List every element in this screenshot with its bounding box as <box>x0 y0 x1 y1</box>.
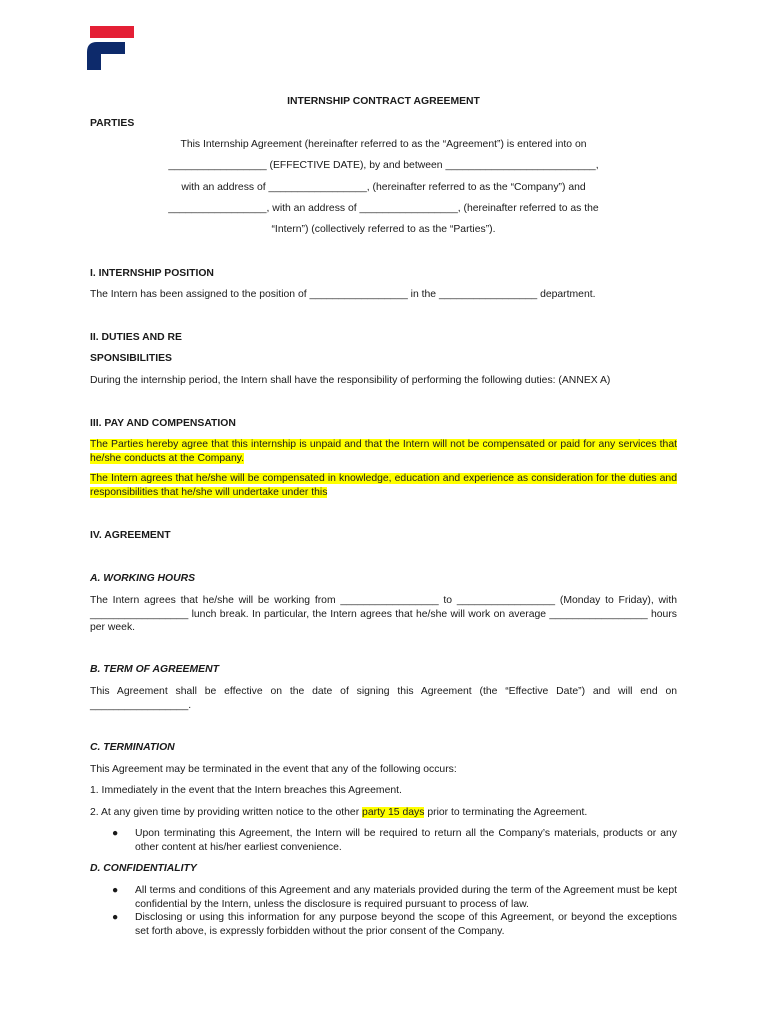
bullet-icon: ● <box>112 912 119 924</box>
highlighted-text: The Parties hereby agree that this internship is unpaid and that the Intern will not be compensated or paid for any services that he/she conducts at the Company. <box>90 439 677 464</box>
highlighted-text: party 15 days <box>362 807 425 818</box>
section-text: This Agreement may be terminated in the event that any of the following occurs: <box>90 764 457 775</box>
highlighted-paragraph <box>90 472 677 499</box>
bullet-text: All terms and conditions of this Agreement and any materials provided during the term of the Agreement must be kept confidential by the Intern, unless the disclosure is required pursuant to process of law. <box>135 885 677 910</box>
parties-line: _________________ (EFFECTIVE DATE), by and between __________________________, <box>168 160 599 171</box>
section-text: This Agreement shall be effective on the date of signing this Agreement (the “Effective Date”) and will end on _________________. <box>90 686 677 711</box>
section-text: During the internship period, the Intern shall have the responsibility of performing the following duties: (ANNEX A) <box>90 375 611 386</box>
section-heading: IV. AGREEMENT <box>90 530 171 541</box>
logo-red-stroke <box>90 26 134 38</box>
bullet-item <box>90 911 677 938</box>
document-title: INTERNSHIP CONTRACT AGREEMENT <box>287 96 480 107</box>
bullet-list <box>90 827 677 854</box>
parties-line: This Internship Agreement (hereinafter referred to as the “Agreement”) is entered into on <box>180 139 587 150</box>
bullet-text: Upon terminating this Agreement, the Intern will be required to return all the Company’s materials, products or any other content at his/her earliest convenience. <box>135 828 677 853</box>
subsection-heading: A. WORKING HOURS <box>90 573 196 584</box>
list-item <box>90 806 677 820</box>
parties-line: _________________, with an address of _________________, (hereinafter referred to as the <box>168 203 599 214</box>
bullet-icon: ● <box>112 828 119 839</box>
section-heading: I. INTERNSHIP POSITION <box>90 268 214 279</box>
section-heading: III. PAY AND COMPENSATION <box>90 418 236 429</box>
section-heading: SPONSIBILITIES <box>90 353 172 364</box>
logo-navy-stroke <box>87 42 125 70</box>
parties-line: with an address of _________________, (hereinafter referred to as the “Company”) and <box>181 182 586 193</box>
bullet-item <box>90 884 677 911</box>
subsection-heading: D. CONFIDENTIALITY <box>90 863 197 874</box>
parties-line: “Intern”) (collectively referred to as the “Parties”). <box>271 224 496 235</box>
subsection-heading: C. TERMINATION <box>90 742 175 753</box>
bullet-text: Disclosing or using this information for any purpose beyond the scope of this Agreement, or beyond the exceptions set forth above, is expressly forbidden without the prior consent of the Company. <box>135 912 677 937</box>
bullet-icon: ● <box>112 885 119 896</box>
highlighted-text: The Intern agrees that he/she will be compensated in knowledge, education and experience as consideration for the duties and responsibilities that he/she will undertake under this <box>90 473 677 498</box>
list-item: 1. Immediately in the event that the Intern breaches this Agreement. <box>90 785 402 796</box>
bullet-list <box>90 884 677 938</box>
list-item-text: 2. At any given time by providing written notice to the other <box>90 807 363 818</box>
section-text: The Intern agrees that he/she will be working from _________________ to _________________ (Monday to Friday), with _________________ lunch break. In particular, the Intern agrees that he/she will work on average _________________ hours per week. <box>90 595 677 634</box>
brand-logo <box>85 24 137 70</box>
parties-heading: PARTIES <box>90 118 135 129</box>
section-text: The Intern has been assigned to the position of _________________ in the _________________ department. <box>90 289 596 300</box>
list-item-text: prior to terminating the Agreement. <box>424 807 588 818</box>
bullet-item <box>90 827 677 854</box>
subsection-heading: B. TERM OF AGREEMENT <box>90 664 219 675</box>
highlighted-paragraph <box>90 438 677 465</box>
section-heading: II. DUTIES AND RE <box>90 332 182 343</box>
